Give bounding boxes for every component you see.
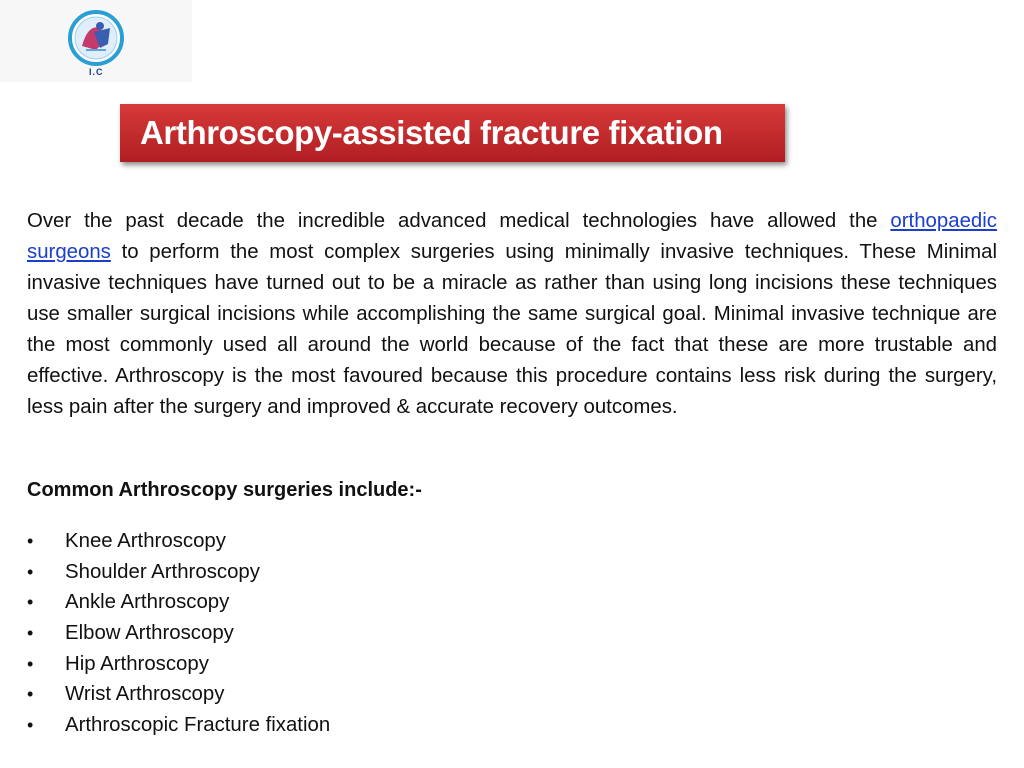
bullet-icon: • xyxy=(27,653,34,674)
orthopaedic-surgeons-link[interactable]: orthopaedic surgeons xyxy=(27,210,997,263)
bullet-icon: • xyxy=(27,531,34,551)
paragraph-text-start: Over the past decade the incredible advanced medical technologies have allowed the xyxy=(27,210,891,232)
list-item-label: Arthroscopic Fracture fixation xyxy=(65,714,331,737)
logo-text: I.C xyxy=(89,67,104,77)
title-banner xyxy=(120,104,785,162)
bullet-icon: • xyxy=(27,715,34,736)
bullet-icon: • xyxy=(27,684,34,705)
bullet-icon: • xyxy=(27,561,34,582)
bullet-icon: • xyxy=(27,623,34,644)
list-item-label: Ankle Arthroscopy xyxy=(65,591,230,614)
clinic-logo-icon xyxy=(66,10,126,68)
intro-paragraph xyxy=(27,206,997,423)
list-item-label: Hip Arthroscopy xyxy=(65,652,209,675)
list-heading: Common Arthroscopy surgeries include:- xyxy=(27,479,422,501)
logo-area xyxy=(0,0,192,82)
list-item-label: Shoulder Arthroscopy xyxy=(65,560,260,583)
page-title: Arthroscopy-assisted fracture fixation xyxy=(140,114,723,151)
bullet-icon: • xyxy=(27,592,34,613)
list-item-label: Wrist Arthroscopy xyxy=(65,683,225,706)
list-item-label: Elbow Arthroscopy xyxy=(65,622,234,645)
list-item-label: Knee Arthroscopy xyxy=(65,530,226,552)
paragraph-text-end: to perform the most complex surgeries using minimally invasive techniques. These Minimal invasive techniques have turned out to be a miracle as rather than using long incisions these techniques use smaller surgical incisions while accomplishing the same surgical goal. Minimal invasive technique are the most commonly used all around the world because of the fact that these are more trustable and effective. Arthroscopy is the most favoured because this procedure contains less risk during the surgery, less pain after the surgery and improved & accurate recovery outcomes. xyxy=(27,241,997,418)
